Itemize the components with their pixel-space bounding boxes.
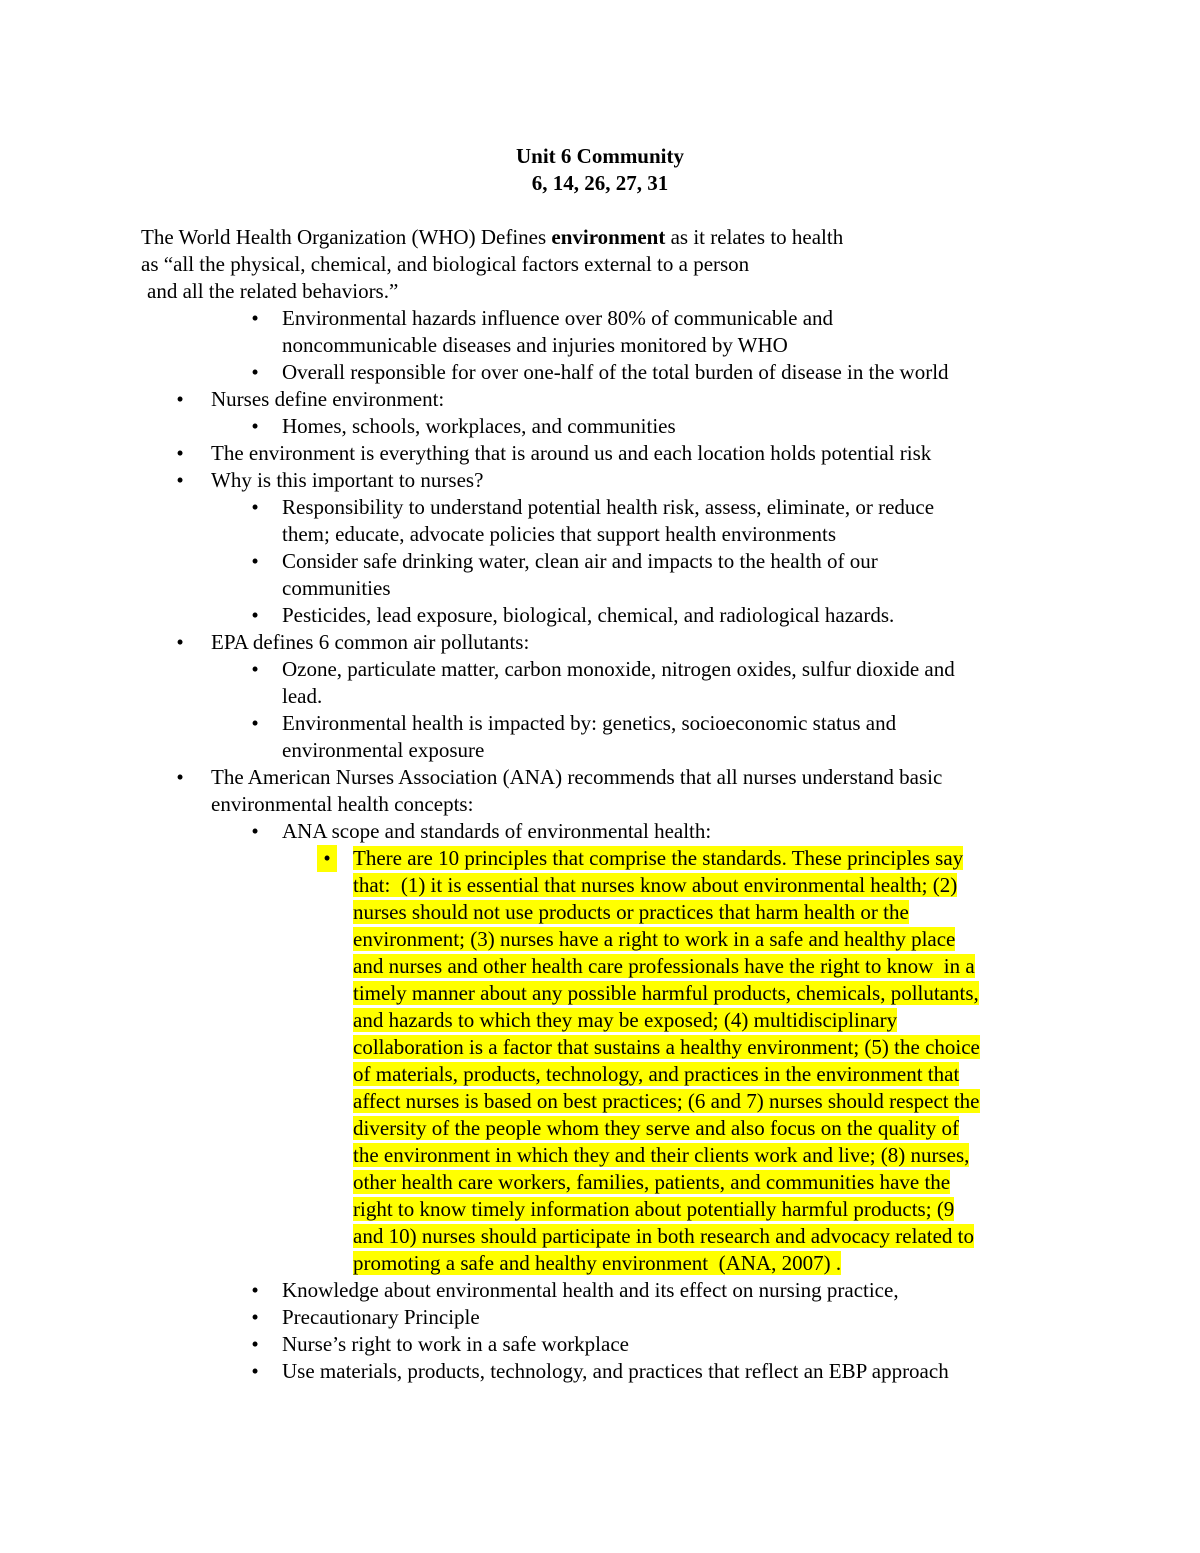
- list-item: [0, 845, 1200, 1277]
- list-item-line: [353, 926, 1058, 953]
- list-item-line: [353, 980, 1058, 1007]
- list-item-text: [282, 1304, 1052, 1331]
- intro-line-1: [141, 224, 843, 251]
- list-item: [0, 1331, 1200, 1358]
- highlighted-text: environment; (3) nurses have a right to work in a safe and healthy place: [353, 927, 956, 951]
- list-item-text: [211, 467, 1091, 494]
- list-item-text: [282, 305, 1052, 359]
- highlighted-text: promoting a safe and healthy environment (ANA, 2007) .: [353, 1251, 842, 1275]
- bullet-icon: •: [176, 630, 184, 654]
- bullet-icon: •: [176, 387, 184, 411]
- list-item-text: [282, 602, 1052, 629]
- highlighted-text: affect nurses is based on best practices; (6 and 7) nurses should respect the: [353, 1089, 980, 1113]
- list-item: [0, 656, 1200, 710]
- list-item-line: Nurses define environment:: [211, 387, 445, 411]
- list-item-line: [353, 1061, 1058, 1088]
- list-item-text: [282, 656, 1052, 710]
- list-item-line: [353, 1142, 1058, 1169]
- list-item-line: The environment is everything that is around us and each location holds potential risk: [211, 441, 932, 465]
- list-item-text: [211, 440, 1091, 467]
- list-item-text: [282, 413, 1052, 440]
- bullet-icon: •: [251, 306, 259, 330]
- list-item-line: [353, 1196, 1058, 1223]
- bullet-icon: •: [176, 765, 184, 789]
- highlighted-text: nurses should not use products or practices that harm health or the: [353, 900, 909, 924]
- list-item-text: [282, 1277, 1052, 1304]
- list-item-line: [353, 845, 1058, 872]
- highlighted-text: timely manner about any possible harmful products, chemicals, pollutants,: [353, 981, 979, 1005]
- list-item-line: Ozone, particulate matter, carbon monoxide, nitrogen oxides, sulfur dioxide and: [282, 657, 955, 681]
- highlighted-text: right to know timely information about potentially harmful products; (9: [353, 1197, 955, 1221]
- highlighted-text: and hazards to which they may be exposed; (4) multidisciplinary: [353, 1008, 898, 1032]
- list-item-line: [353, 899, 1058, 926]
- bullet-icon: •: [176, 468, 184, 492]
- list-item-text: [282, 818, 1052, 845]
- list-item-text: [211, 386, 1091, 413]
- bullet-icon: •: [317, 845, 337, 872]
- list-item-line: Why is this important to nurses?: [211, 468, 484, 492]
- list-item-line: [353, 1250, 1058, 1277]
- list-item-line: Consider safe drinking water, clean air and impacts to the health of our: [282, 549, 878, 573]
- list-item-line: [353, 872, 1058, 899]
- bullet-icon: •: [251, 1359, 259, 1383]
- bullet-icon: •: [251, 819, 259, 843]
- highlighted-text: collaboration is a factor that sustains a healthy environment; (5) the choice: [353, 1035, 980, 1059]
- list-item-text: [211, 629, 1091, 656]
- list-item-line: [353, 1088, 1058, 1115]
- list-item: [0, 629, 1200, 656]
- list-item-line: ANA scope and standards of environmental health:: [282, 819, 712, 843]
- highlighted-text: diversity of the people whom they serve and also focus on the quality of: [353, 1116, 959, 1140]
- list-item: [0, 494, 1200, 548]
- list-item: [0, 305, 1200, 359]
- list-item-text: [282, 359, 1052, 386]
- list-item: [0, 764, 1200, 818]
- list-item-line: Environmental health is impacted by: genetics, socioeconomic status and: [282, 711, 897, 735]
- highlighted-text: There are 10 principles that comprise the standards. These principles say: [353, 846, 964, 870]
- list-item-line: Knowledge about environmental health and its effect on nursing practice,: [282, 1278, 899, 1302]
- bullet-icon: •: [176, 441, 184, 465]
- list-item-line: Environmental hazards influence over 80% of communicable and: [282, 306, 834, 330]
- list-item-line: noncommunicable diseases and injuries monitored by WHO: [282, 333, 788, 357]
- highlighted-text: that: (1) it is essential that nurses know about environmental health; (2): [353, 873, 958, 897]
- list-item-line: Responsibility to understand potential health risk, assess, eliminate, or reduce: [282, 495, 935, 519]
- list-item-text: [282, 1358, 1052, 1385]
- list-item-line: Pesticides, lead exposure, biological, chemical, and radiological hazards.: [282, 603, 895, 627]
- bullet-icon: •: [251, 603, 259, 627]
- list-item: [0, 359, 1200, 386]
- list-item: [0, 467, 1200, 494]
- bullet-icon: •: [251, 1278, 259, 1302]
- list-item-line: [353, 1115, 1058, 1142]
- list-item-line: communities: [282, 576, 391, 600]
- list-item: [0, 1358, 1200, 1385]
- highlighted-text: other health care workers, families, patients, and communities have the: [353, 1170, 951, 1194]
- list-item-line: them; educate, advocate policies that support health environments: [282, 522, 836, 546]
- list-item-text: [282, 548, 1052, 602]
- list-item-text: [282, 1331, 1052, 1358]
- list-item-line: [353, 1169, 1058, 1196]
- bullet-icon: •: [251, 1305, 259, 1329]
- intro-line-3: and all the related behaviors.”: [147, 279, 399, 303]
- list-item-line: Use materials, products, technology, and practices that reflect an EBP approach: [282, 1359, 949, 1383]
- list-item: [0, 1304, 1200, 1331]
- list-item-line: Homes, schools, workplaces, and communities: [282, 414, 676, 438]
- highlighted-text: the environment in which they and their clients work and live; (8) nurses,: [353, 1143, 970, 1167]
- list-item: [0, 386, 1200, 413]
- page-title: Unit 6 Community: [515, 144, 684, 168]
- intro-line-2: as “all the physical, chemical, and biological factors external to a person: [141, 252, 750, 276]
- bullet-icon: •: [251, 414, 259, 438]
- list-item-line: lead.: [282, 684, 323, 708]
- bullet-icon: •: [251, 495, 259, 519]
- intro-line-1-pre: The World Health Organization (WHO) Defines: [141, 225, 552, 249]
- bullet-icon: •: [251, 360, 259, 384]
- bullet-icon: •: [251, 1332, 259, 1356]
- list-item: [0, 440, 1200, 467]
- list-item: [0, 710, 1200, 764]
- list-item-line: environmental health concepts:: [211, 792, 474, 816]
- bullet-icon: •: [251, 711, 259, 735]
- list-item-text: [282, 710, 1052, 764]
- highlighted-text: and 10) nurses should participate in both research and advocacy related to: [353, 1224, 975, 1248]
- page-subtitle: 6, 14, 26, 27, 31: [531, 171, 669, 195]
- list-item-text: [211, 764, 1091, 818]
- list-item-text: [282, 494, 1052, 548]
- list-item-line: Precautionary Principle: [282, 1305, 480, 1329]
- list-item: [0, 548, 1200, 602]
- list-item-line: environmental exposure: [282, 738, 485, 762]
- list-item-line: Overall responsible for over one-half of the total burden of disease in the world: [282, 360, 949, 384]
- highlighted-text: and nurses and other health care professionals have the right to know in a: [353, 954, 975, 978]
- highlighted-text: of materials, products, technology, and practices in the environment that: [353, 1062, 960, 1086]
- intro-bold-term: environment: [551, 225, 666, 249]
- list-item-line: Nurse’s right to work in a safe workplace: [282, 1332, 629, 1356]
- list-item-line: [353, 1034, 1058, 1061]
- list-item: [0, 602, 1200, 629]
- list-item-line: [353, 953, 1058, 980]
- list-item-line: EPA defines 6 common air pollutants:: [211, 630, 530, 654]
- intro-line-1-post: as it relates to health: [665, 225, 844, 249]
- list-item: [0, 413, 1200, 440]
- list-item-line: [353, 1007, 1058, 1034]
- list-item: [0, 1277, 1200, 1304]
- list-item-text: [353, 845, 1058, 1277]
- bullet-icon: •: [251, 657, 259, 681]
- bullet-icon: •: [251, 549, 259, 573]
- list-item-line: [353, 1223, 1058, 1250]
- list-item-line: The American Nurses Association (ANA) recommends that all nurses understand basic: [211, 765, 943, 789]
- list-item: [0, 818, 1200, 845]
